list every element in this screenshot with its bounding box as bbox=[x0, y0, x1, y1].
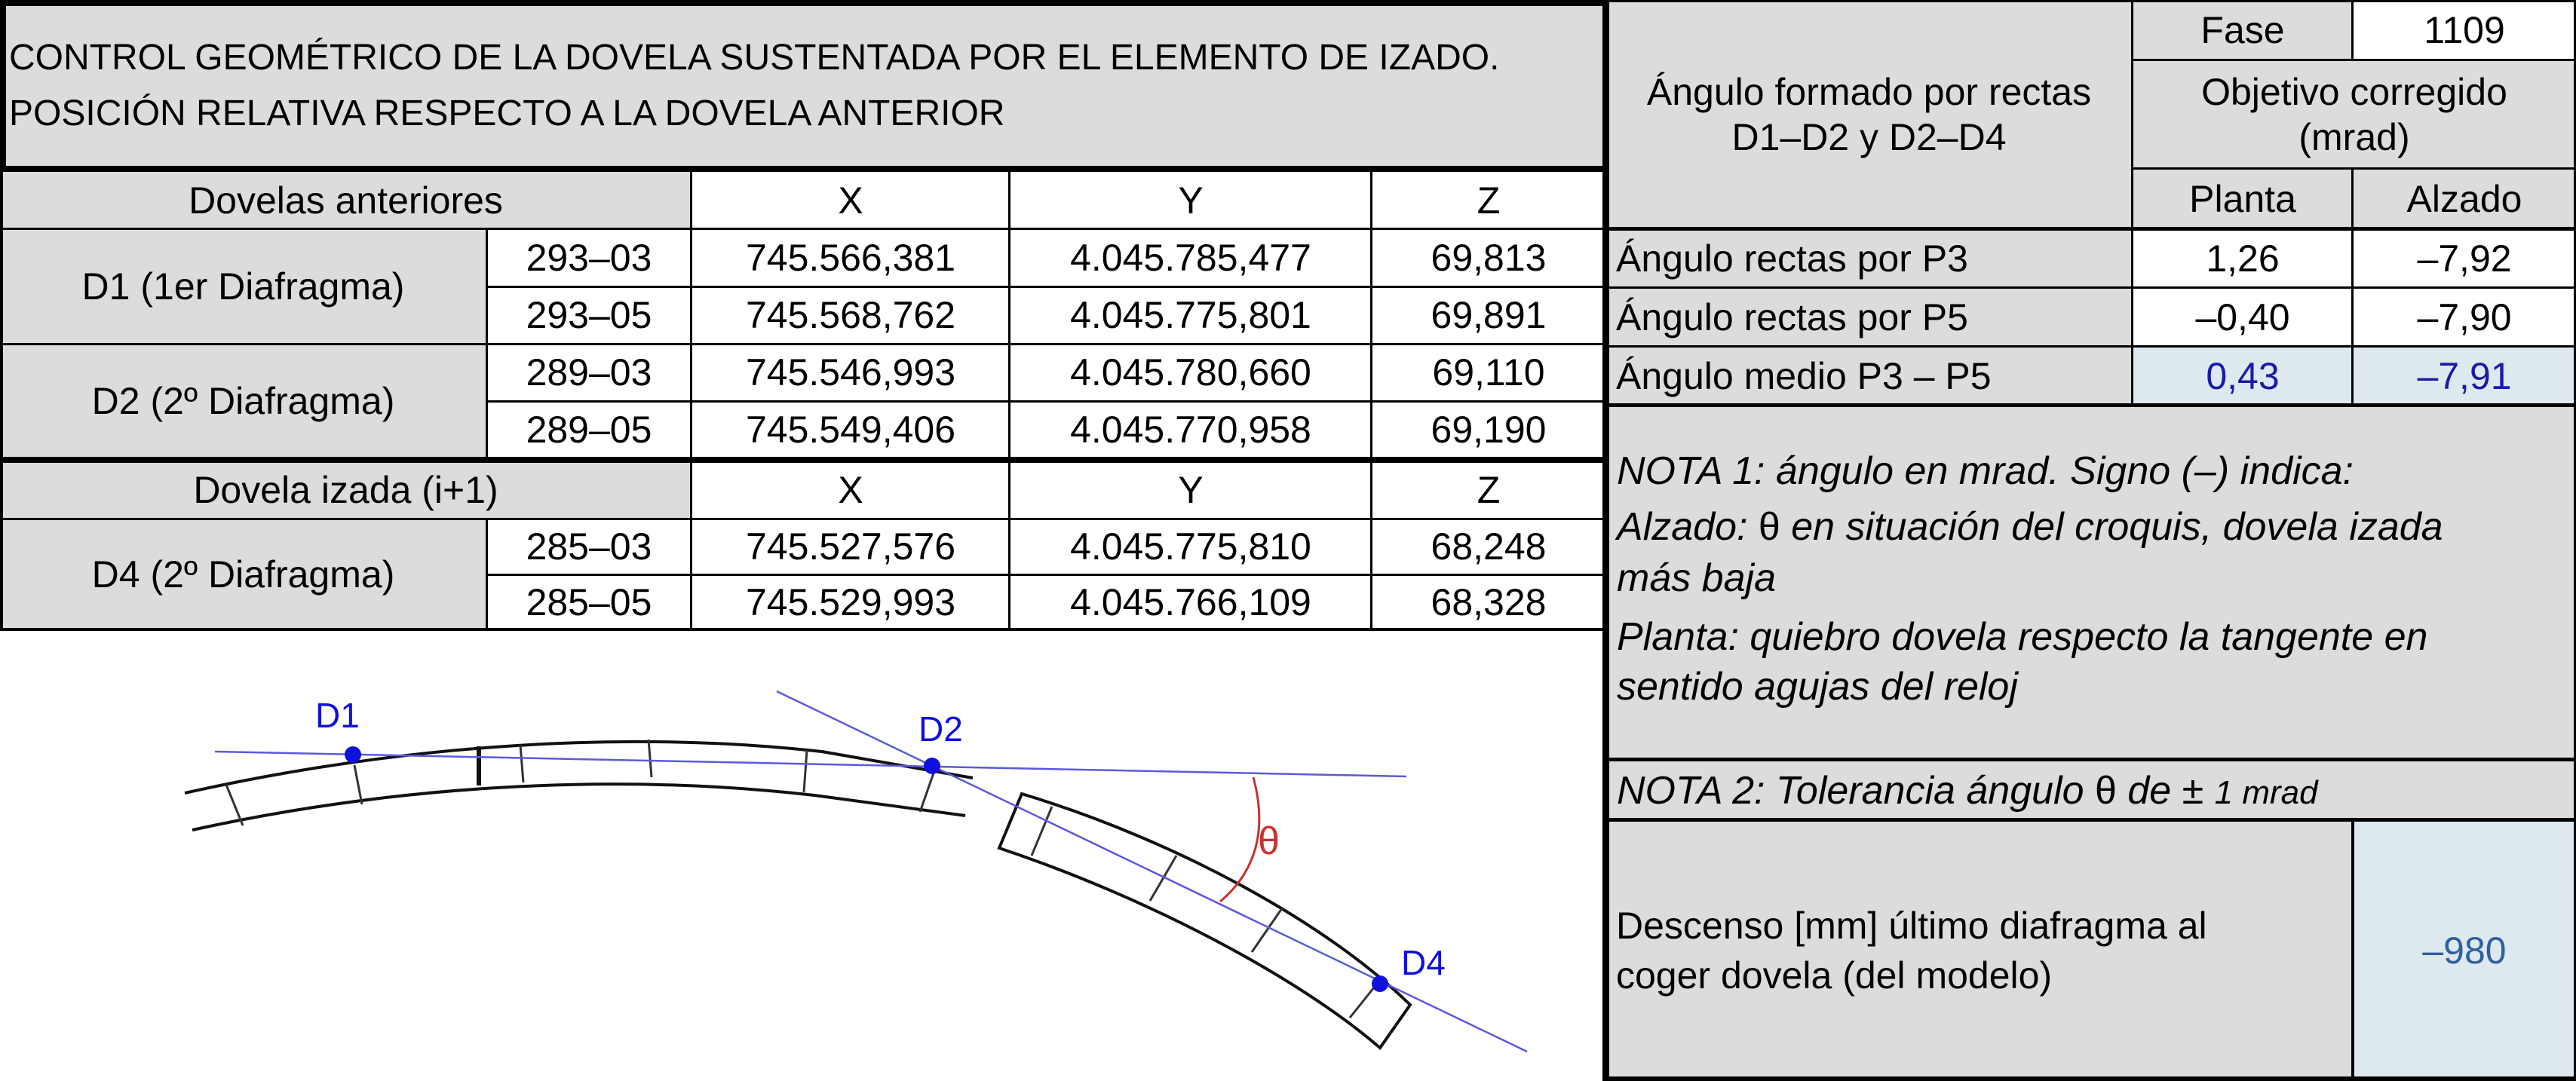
nota2-theta: θ bbox=[2094, 769, 2117, 813]
nota1-alzado-cont: más baja bbox=[1617, 556, 1776, 600]
angle-mean-planta: 0,43 bbox=[2133, 347, 2353, 406]
nota1-line1: NOTA 1: ángulo en mrad. Signo (–) indica: bbox=[1617, 449, 2354, 493]
rib bbox=[804, 750, 807, 792]
col-planta: Planta bbox=[2133, 169, 2353, 229]
reference-line-d1-d2 bbox=[215, 752, 1406, 776]
angle-planta: 1,26 bbox=[2133, 229, 2353, 288]
angle-row-label: Ángulo medio P3 – P5 bbox=[1605, 347, 2133, 406]
angle-row-label: Ángulo rectas por P5 bbox=[1605, 288, 2133, 347]
coord-x: 745.529,993 bbox=[692, 574, 1010, 630]
angle-alzado: –7,90 bbox=[2353, 288, 2576, 347]
label-d1: D1 bbox=[315, 696, 360, 735]
point-id: 289–03 bbox=[486, 344, 692, 401]
lifted-segment bbox=[999, 794, 1410, 1048]
coord-y: 4.045.775,801 bbox=[1010, 286, 1372, 344]
descenso-value: –980 bbox=[2353, 820, 2576, 1081]
col-z-header: Z bbox=[1372, 172, 1605, 229]
col-z-header: Z bbox=[1372, 461, 1605, 519]
coord-x: 745.549,406 bbox=[692, 401, 1010, 458]
segment-diagram bbox=[0, 637, 1605, 1081]
group-label-d4: D4 (2º Diafragma) bbox=[0, 519, 486, 630]
point-d1 bbox=[345, 746, 361, 763]
coord-z: 69,891 bbox=[1372, 286, 1605, 344]
nota1-alzado-text: en situación del croquis, dovela izada bbox=[1780, 505, 2443, 549]
rib bbox=[649, 740, 652, 777]
coord-z: 69,190 bbox=[1372, 401, 1605, 458]
label-theta: θ bbox=[1258, 819, 1280, 863]
girder-lower-edge bbox=[192, 784, 965, 830]
angle-row-label: Ángulo rectas por P3 bbox=[1605, 229, 2133, 288]
label-d4: D4 bbox=[1401, 943, 1446, 982]
fase-value: 1109 bbox=[2353, 0, 2576, 60]
nota1-planta-cont: sentido agujas del reloj bbox=[1617, 665, 2018, 709]
coord-x: 745.527,576 bbox=[692, 519, 1010, 574]
coord-x: 745.568,762 bbox=[692, 286, 1010, 344]
rib bbox=[226, 785, 243, 825]
coord-y: 4.045.785,477 bbox=[1010, 229, 1372, 286]
point-d2 bbox=[924, 758, 940, 774]
nota2-tolerance: 1 mrad bbox=[2214, 774, 2318, 811]
point-id: 293–03 bbox=[486, 229, 692, 286]
reference-line-d2-d4 bbox=[777, 691, 1527, 1052]
coord-y: 4.045.770,958 bbox=[1010, 401, 1372, 458]
rib bbox=[920, 769, 935, 812]
point-d4 bbox=[1372, 975, 1388, 992]
coord-y: 4.045.766,109 bbox=[1010, 574, 1372, 630]
col-alzado: Alzado bbox=[2353, 169, 2576, 229]
coord-z: 68,248 bbox=[1372, 519, 1605, 574]
nota1-alzado-prefix: Alzado: bbox=[1617, 505, 1759, 549]
objective-label: Objetivo corregido (mrad) bbox=[2133, 60, 2576, 169]
point-id: 293–05 bbox=[486, 286, 692, 344]
nota2-mid: de ± bbox=[2116, 769, 2215, 813]
col-x-header: X bbox=[692, 461, 1010, 519]
dovela-izada-header: Dovela izada (i+1) bbox=[0, 461, 692, 519]
angle-planta: –0,40 bbox=[2133, 288, 2353, 347]
coord-z: 69,813 bbox=[1372, 229, 1605, 286]
point-id: 289–05 bbox=[486, 401, 692, 458]
angle-mean-alzado: –7,91 bbox=[2353, 347, 2576, 406]
angle-alzado: –7,92 bbox=[2353, 229, 2576, 288]
col-y-header: Y bbox=[1010, 172, 1372, 229]
dovelas-anteriores-header: Dovelas anteriores bbox=[0, 172, 692, 229]
fase-label: Fase bbox=[2133, 0, 2353, 60]
coord-y: 4.045.775,810 bbox=[1010, 519, 1372, 574]
coord-y: 4.045.780,660 bbox=[1010, 344, 1372, 401]
coord-z: 69,110 bbox=[1372, 344, 1605, 401]
label-d2: D2 bbox=[918, 709, 963, 749]
coord-x: 745.546,993 bbox=[692, 344, 1010, 401]
rib bbox=[354, 765, 362, 804]
nota2-prefix: NOTA 2: Tolerancia ángulo bbox=[1617, 769, 2095, 813]
col-x-header: X bbox=[692, 172, 1010, 229]
point-id: 285–03 bbox=[486, 519, 692, 574]
point-id: 285–05 bbox=[486, 574, 692, 630]
coord-x: 745.566,381 bbox=[692, 229, 1010, 286]
col-y-header: Y bbox=[1010, 461, 1372, 519]
panel-title: CONTROL GEOMÉTRICO DE LA DOVELA SUSTENTADA POR EL ELEMENTO DE IZADO. POSICIÓN RELATIVA RESPECTO A LA DOVELA ANTERIOR bbox=[0, 0, 1605, 172]
nota1-alzado bbox=[1617, 502, 2443, 552]
coord-z: 68,328 bbox=[1372, 574, 1605, 630]
nota2 bbox=[1617, 766, 2318, 818]
descenso-label: Descenso [mm] último diafragma al coger dovela (del modelo) bbox=[1605, 820, 2353, 1081]
angle-title: Ángulo formado por rectas D1–D2 y D2–D4 bbox=[1605, 0, 2133, 229]
group-label-d2: D2 (2º Diafragma) bbox=[0, 344, 486, 458]
nota1-theta: θ bbox=[1758, 505, 1780, 549]
rib bbox=[520, 745, 523, 782]
group-label-d1: D1 (1er Diafragma) bbox=[0, 229, 486, 344]
nota1-planta: Planta: quiebro dovela respecto la tangente en bbox=[1617, 615, 2428, 659]
